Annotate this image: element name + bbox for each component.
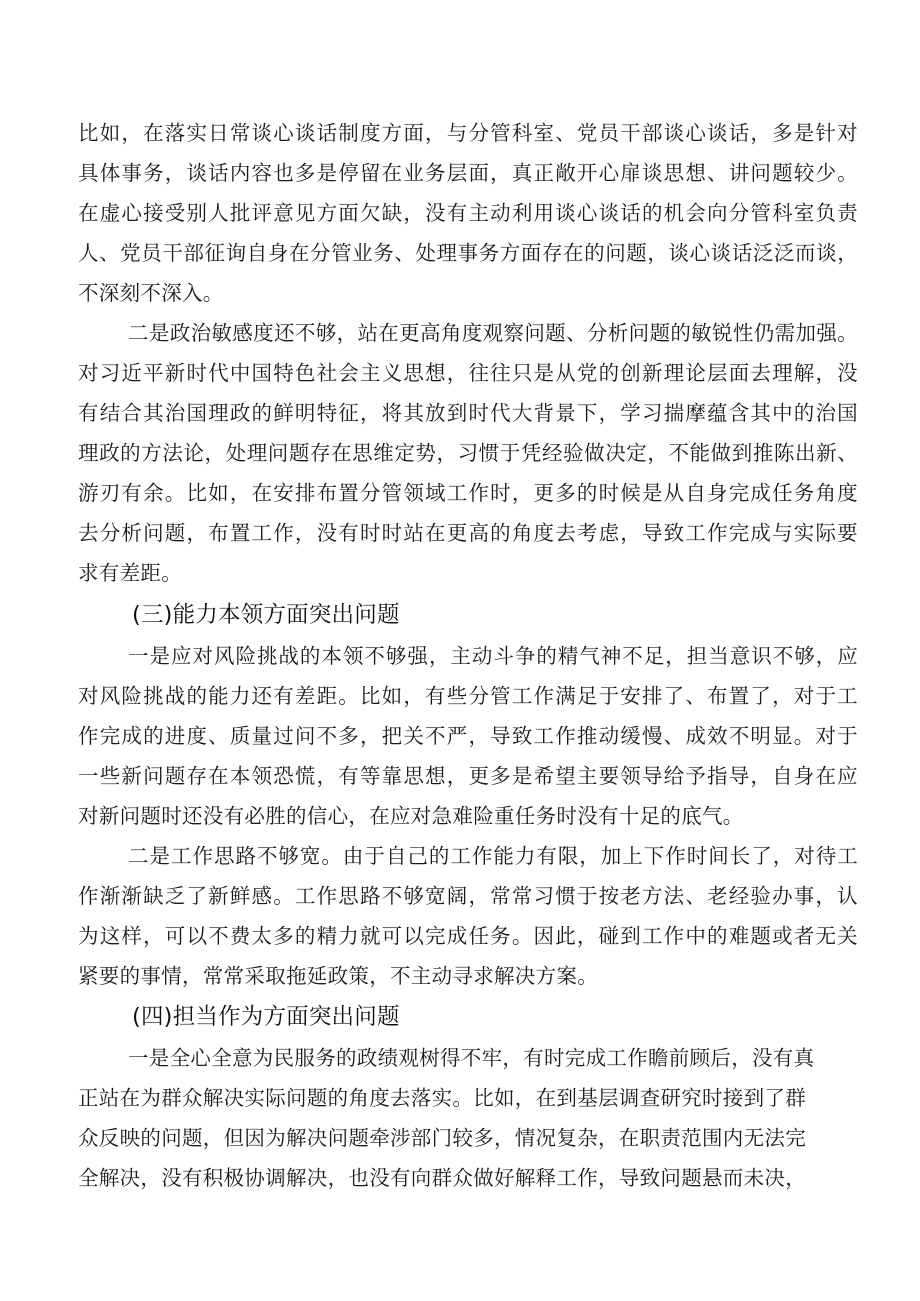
paragraph-3-line-3: 作完成的进度、质量过问不多，把关不严，导致工作推动缓慢、成效不明显。对于 [78, 724, 858, 748]
paragraph-3-line-1: 一是应对风险挑战的本领不够强，主动斗争的精气神不足，担当意识不够，应 [128, 644, 858, 668]
paragraph-2-line-6: 去分析问题，布置工作，没有时时站在更高的角度去考虑，导致工作完成与实际要 [78, 521, 858, 545]
paragraph-1-line-3: 在虚心接受别人批评意见方面欠缺，没有主动利用谈心谈话的机会向分管科室负责 [78, 201, 858, 225]
paragraph-5-line-4: 全解决，没有积极协调解决，也没有向群众做好解释工作，导致问题悬而未决， [78, 1166, 806, 1190]
paragraph-5-line-1: 一是全心全意为民服务的政绩观树得不牢，有时完成工作瞻前顾后，没有真 [128, 1046, 815, 1070]
paragraph-1-line-5: 不深刻不深入。 [78, 281, 224, 305]
paragraph-2-line-4: 理政的方法论，处理问题存在思维定势，习惯于凭经验做决定，不能做到推陈出新、 [78, 441, 858, 465]
paragraph-2-line-2: 对习近平新时代中国特色社会主义思想，往往只是从党的创新理论层面去理解，没 [78, 361, 858, 385]
paragraph-2-line-7: 求有差距。 [78, 561, 182, 585]
paragraph-1-line-1: 比如，在落实日常谈心谈话制度方面，与分管科室、党员干部谈心谈话，多是针对 [78, 121, 858, 145]
paragraph-4-line-1: 二是工作思路不够宽。由于自己的工作能力有限，加上下作时间长了，对待工 [128, 844, 858, 868]
paragraph-5-line-2: 正站在为群众解决实际问题的角度去落实。比如，在到基层调查研究时接到了群 [78, 1086, 806, 1110]
paragraph-4-line-3: 为这样，可以不费太多的精力就可以完成任务。因此，碰到工作中的难题或者无关 [78, 924, 858, 948]
paragraph-3-line-4: 一些新问题存在本领恐慌，有等靠思想，更多是希望主要领导给予指导，自身在应 [78, 764, 858, 788]
paragraph-1-line-4: 人、党员干部征询自身在分管业务、处理事务方面存在的问题，谈心谈话泛泛而谈， [78, 241, 858, 265]
paragraph-3-line-2: 对风险挑战的能力还有差距。比如，有些分管工作满足于安排了、布置了，对于工 [78, 684, 858, 708]
section-heading-3: (三)能力本领方面突出问题 [132, 602, 400, 628]
paragraph-5-line-3: 众反映的问题，但因为解决问题牵涉部门较多，情况复杂，在职责范围内无法完 [78, 1126, 806, 1150]
section-heading-4: (四)担当作为方面突出问题 [132, 1004, 400, 1030]
paragraph-2-line-1: 二是政治敏感度还不够，站在更高角度观察问题、分析问题的敏锐性仍需加强。 [128, 321, 858, 345]
paragraph-3-line-5: 对新问题时还没有必胜的信心，在应对急难险重任务时没有十足的底气。 [78, 804, 744, 828]
paragraph-4-line-2: 作渐渐缺乏了新鲜感。工作思路不够宽阔，常常习惯于按老方法、老经验办事，认 [78, 884, 858, 908]
paragraph-1-line-2: 具体事务，谈话内容也多是停留在业务层面，真正敞开心扉谈思想、讲问题较少。 [78, 161, 858, 185]
paragraph-4-line-4: 紧要的事情，常常采取拖延政策，不主动寻求解决方案。 [78, 964, 598, 988]
paragraph-2-line-5: 游刃有余。比如，在安排布置分管领域工作时，更多的时候是从自身完成任务角度 [78, 481, 858, 505]
paragraph-2-line-3: 有结合其治国理政的鲜明特征，将其放到时代大背景下，学习揣摩蕴含其中的治国 [78, 401, 858, 425]
